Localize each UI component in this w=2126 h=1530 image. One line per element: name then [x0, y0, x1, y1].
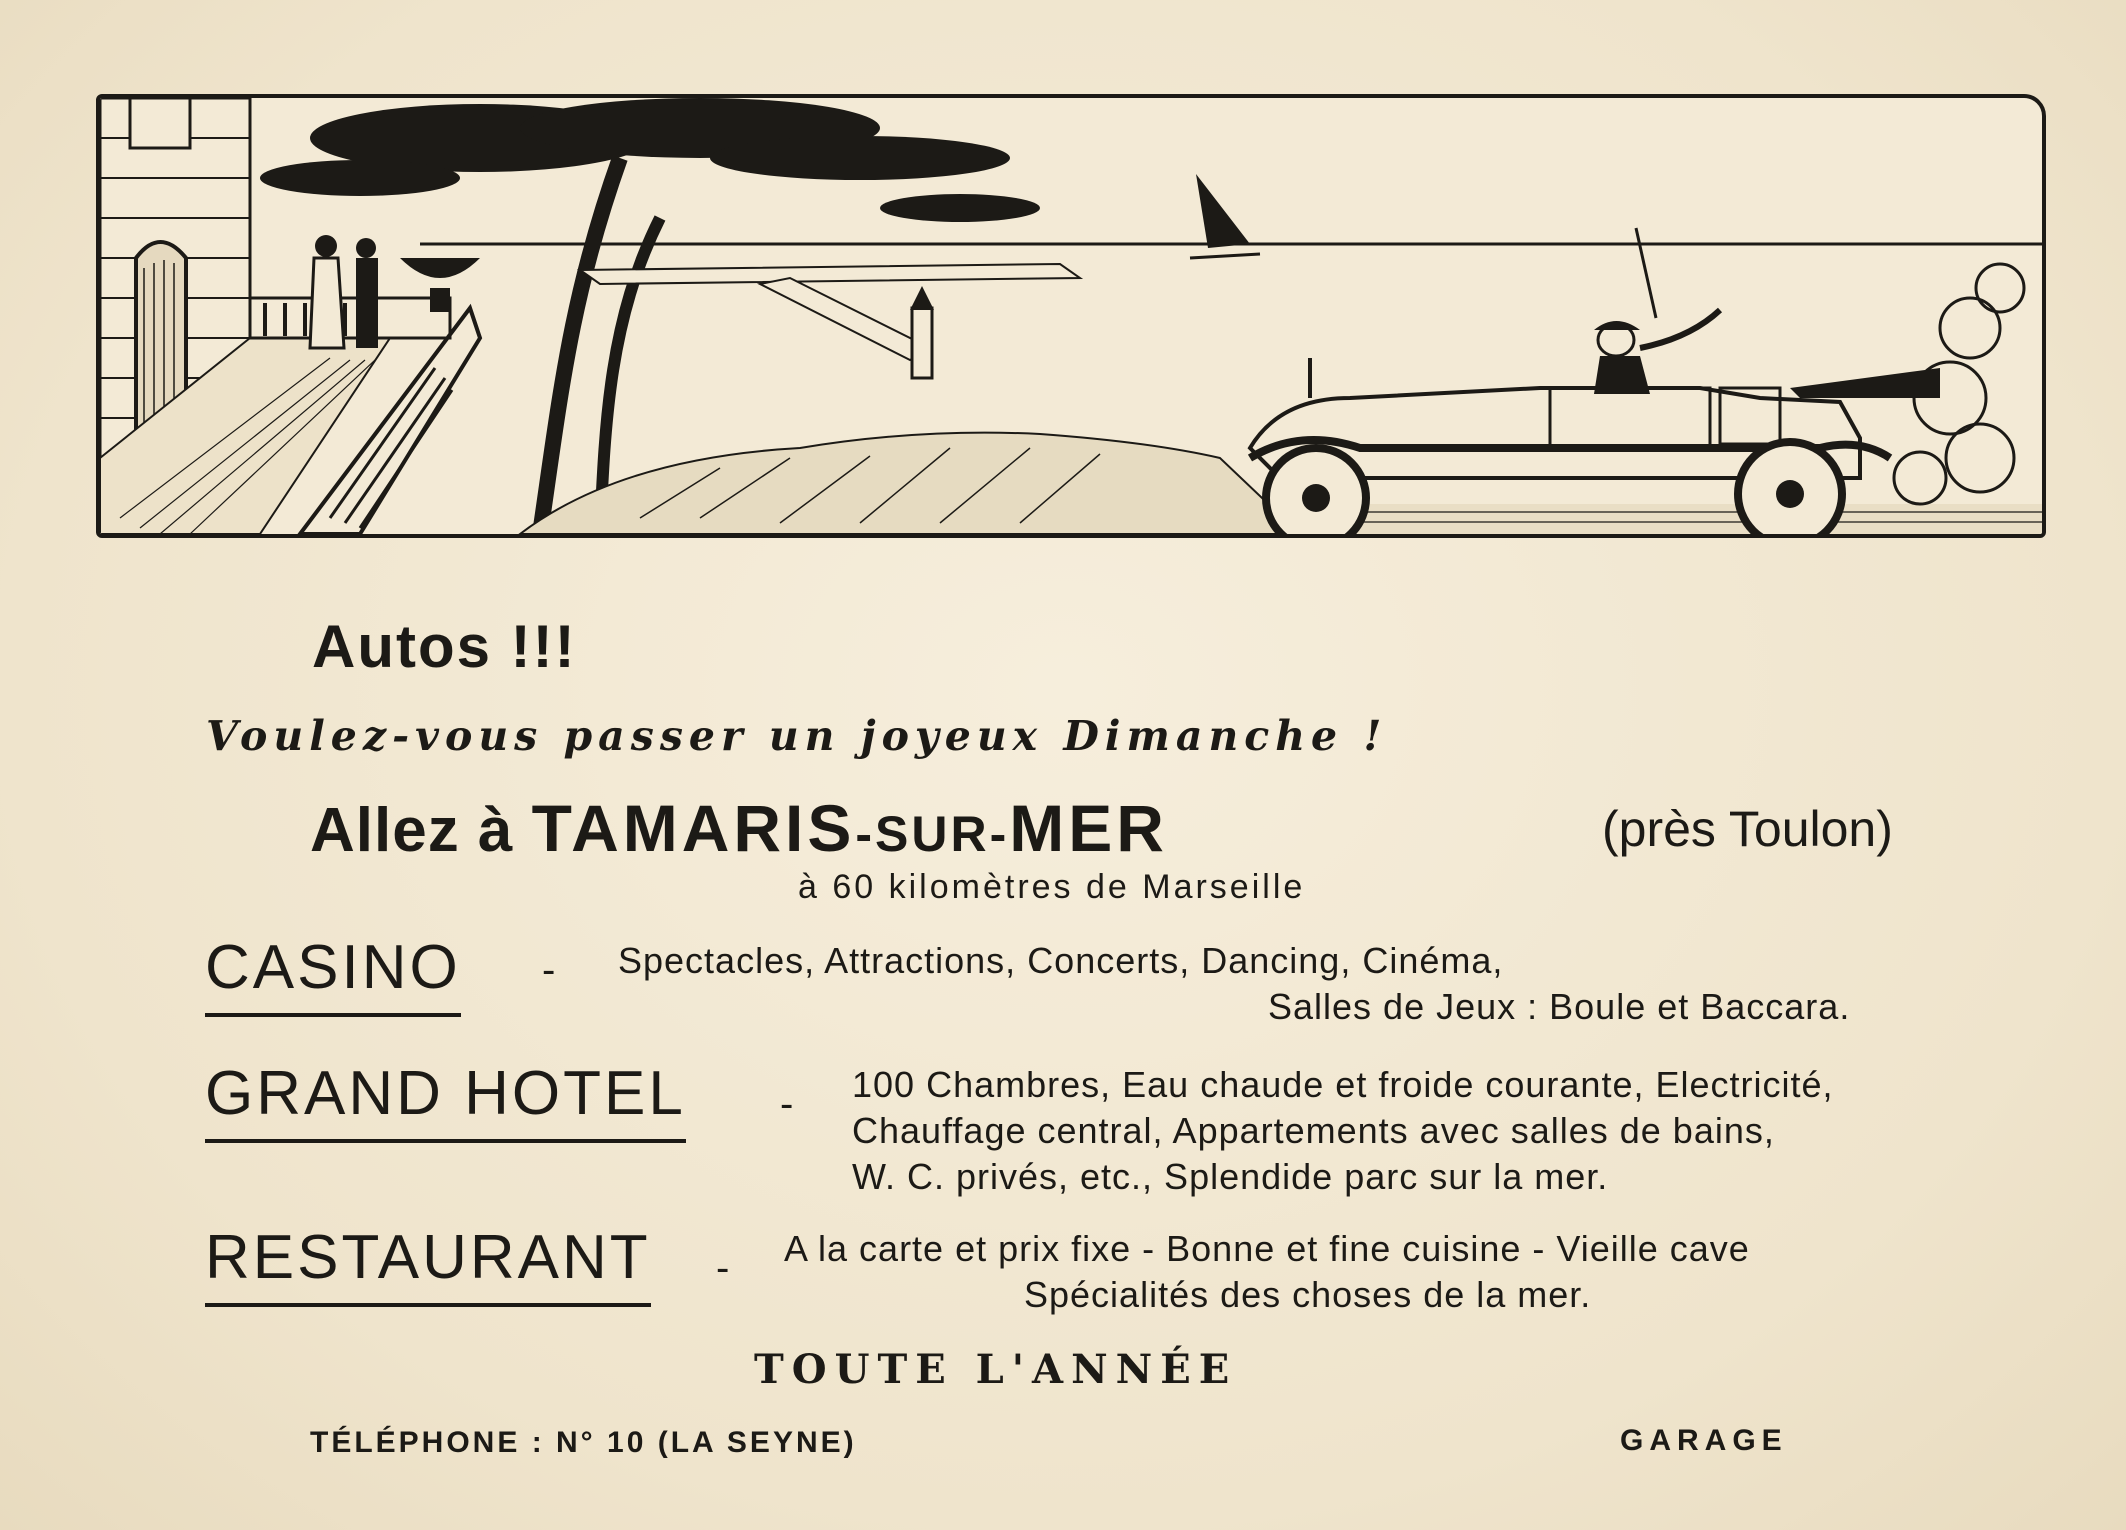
restaurant-line-1: A la carte et prix fixe - Bonne et fine cuisine - Vieille cave	[784, 1228, 1750, 1269]
hotel-line-2: Chauffage central, Appartements avec salles de bains,	[852, 1110, 1775, 1151]
hotel-dash: -	[780, 1082, 794, 1126]
hotel-heading: GRAND HOTEL	[205, 1058, 686, 1143]
casino-dash: -	[542, 948, 556, 992]
destination-distance: à 60 kilomètres de Marseille	[798, 868, 1306, 906]
illustration-drawing	[100, 98, 2042, 534]
restaurant-dash: -	[716, 1246, 730, 1290]
headline-autos: Autos !!!	[312, 613, 577, 680]
destination-name-tamaris: TAMARIS	[531, 791, 856, 865]
destination-name-sur: -SUR-	[855, 806, 1010, 862]
seaside-car-illustration	[96, 94, 2046, 538]
destination-name-mer: MER	[1009, 791, 1168, 865]
restaurant-line-2: Spécialités des choses de la mer.	[1024, 1274, 1592, 1315]
telephone-line: TÉLÉPHONE : N° 10 (LA SEYNE)	[310, 1426, 857, 1459]
season-banner: TOUTE L'ANNÉE	[754, 1346, 1238, 1393]
tagline: Voulez-vous passer un joyeux Dimanche !	[206, 712, 1388, 760]
hotel-line-3: W. C. privés, etc., Splendide parc sur la mer.	[852, 1156, 1609, 1197]
destination-prefix: Allez à	[310, 796, 514, 865]
casino-heading: CASINO	[205, 932, 461, 1017]
garage-label: GARAGE	[1620, 1424, 1788, 1457]
restaurant-heading: RESTAURANT	[205, 1222, 651, 1307]
casino-line-1: Spectacles, Attractions, Concerts, Dancing, Cinéma,	[618, 940, 1504, 981]
hotel-line-1: 100 Chambres, Eau chaude et froide courante, Electricité,	[852, 1064, 1834, 1105]
destination-note: (près Toulon)	[1602, 801, 1893, 857]
destination-line	[310, 790, 1168, 866]
casino-line-2: Salles de Jeux : Boule et Baccara.	[1268, 986, 1851, 1027]
